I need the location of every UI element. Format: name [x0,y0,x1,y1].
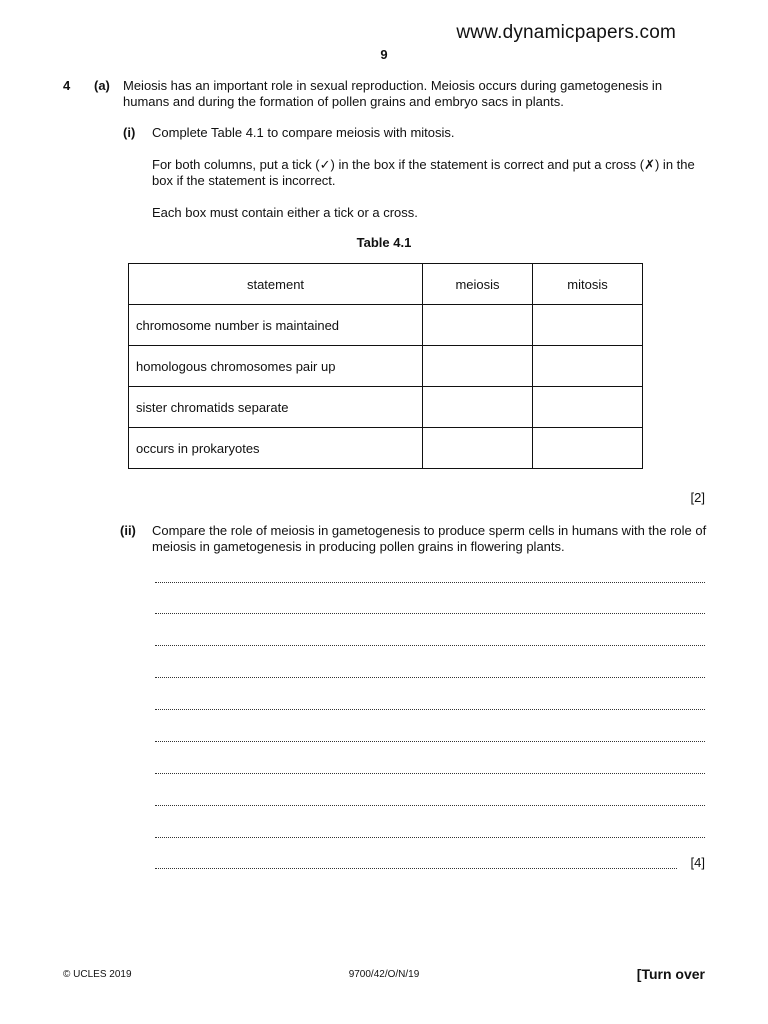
subpart-i-label: (i) [123,125,136,140]
copyright: © UCLES 2019 [63,969,132,980]
mitosis-answer-box[interactable] [533,305,643,346]
answer-line[interactable] [155,665,705,678]
table-row [129,387,643,428]
page-number: 9 [380,47,388,62]
marks-subpart-ii: [4] [690,855,705,870]
table-caption: Table 4.1 [356,235,412,250]
answer-line[interactable] [155,856,677,869]
website-url: www.dynamicpapers.com [456,22,676,43]
subpart-ii-label: (ii) [120,523,136,538]
header-mitosis: mitosis [533,264,643,305]
marks-subpart-i: [2] [690,490,705,505]
header-statement: statement [129,264,423,305]
answer-line[interactable] [155,633,705,646]
answer-line[interactable] [155,601,705,614]
header-meiosis: meiosis [423,264,533,305]
table-header-row [129,264,643,305]
answer-line[interactable] [155,570,705,583]
table-row [129,305,643,346]
box-rule: Each box must contain either a tick or a cross. [152,205,418,220]
paper-code: 9700/42/O/N/19 [348,969,420,980]
question-part-label: (a) [94,78,110,93]
meiosis-answer-box[interactable] [423,305,533,346]
table-row [129,428,643,469]
comparison-table [128,263,643,469]
answer-line[interactable] [155,729,705,742]
statement-cell: chromosome number is maintained [129,305,423,346]
answer-line[interactable] [155,697,705,710]
table-row [129,346,643,387]
statement-cell: occurs in prokaryotes [129,428,423,469]
mitosis-answer-box[interactable] [533,346,643,387]
answer-line[interactable] [155,761,705,774]
mitosis-answer-box[interactable] [533,387,643,428]
statement-cell: sister chromatids separate [129,387,423,428]
statement-cell: homologous chromosomes pair up [129,346,423,387]
question-number: 4 [63,78,71,93]
subpart-i-instruction: Complete Table 4.1 to compare meiosis with mitosis. [152,125,455,140]
turn-over: [Turn over [636,966,705,982]
question-intro: Meiosis has an important role in sexual reproduction. Meiosis occurs during gametogenesis in humans and during the formation of pollen grains and embryo sacs in plants. [123,78,663,109]
mitosis-answer-box[interactable] [533,428,643,469]
tick-instruction: For both columns, put a tick (✓) in the box if the statement is correct and put a cross (✗) in the box if the statement is incorrect. [152,157,695,188]
meiosis-answer-box[interactable] [423,387,533,428]
answer-line[interactable] [155,825,705,838]
subpart-ii-prompt: Compare the role of meiosis in gametogenesis to produce sperm cells in humans with the role of meiosis in gametogenesis in producing pollen grains in flowering plants. [152,523,707,554]
meiosis-answer-box[interactable] [423,346,533,387]
meiosis-answer-box[interactable] [423,428,533,469]
answer-line[interactable] [155,793,705,806]
